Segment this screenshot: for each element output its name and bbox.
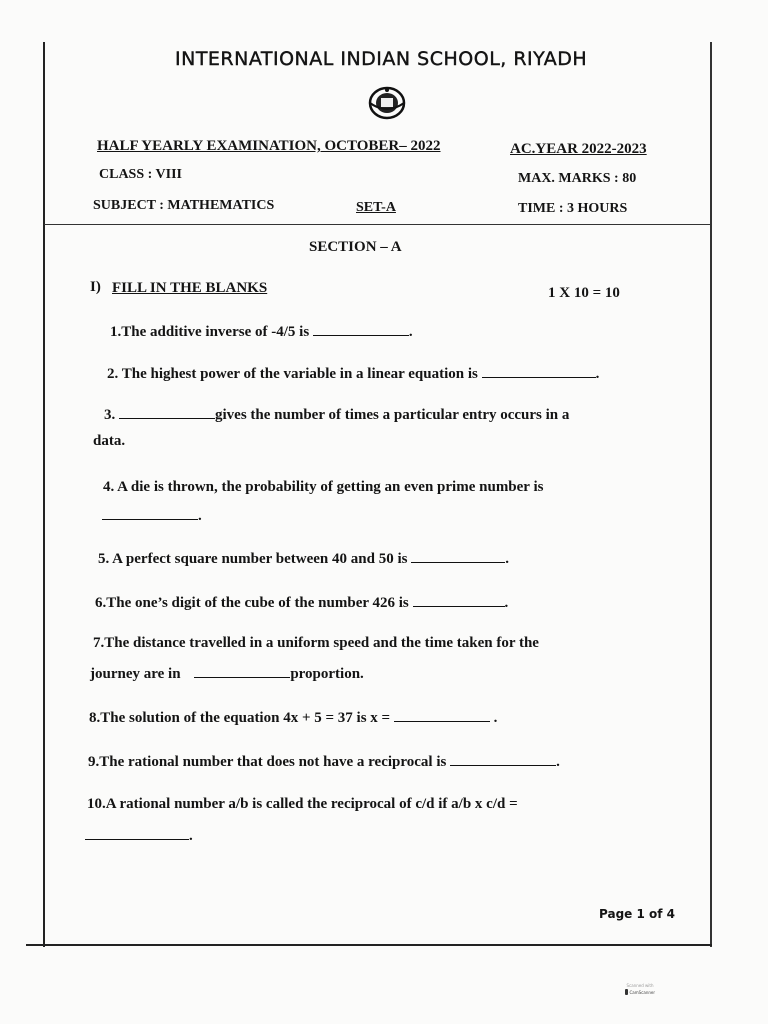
question-end: . bbox=[198, 508, 202, 524]
question-end: . bbox=[189, 828, 193, 844]
academic-year: AC.YEAR 2022-2023 bbox=[510, 141, 647, 157]
section-title: SECTION – A bbox=[309, 239, 402, 255]
question-8 bbox=[89, 707, 497, 727]
answer-blank bbox=[482, 363, 596, 378]
question-end: proportion. bbox=[290, 666, 364, 682]
exam-title: HALF YEARLY EXAMINATION, OCTOBER– 2022 bbox=[97, 138, 441, 154]
question-2 bbox=[107, 363, 599, 383]
school-name: INTERNATIONAL INDIAN SCHOOL, RIYADH bbox=[175, 48, 588, 70]
answer-blank bbox=[450, 751, 556, 766]
part-title: FILL IN THE BLANKS bbox=[112, 280, 268, 296]
answer-blank bbox=[413, 592, 505, 607]
question-end: . bbox=[493, 710, 498, 726]
question-6 bbox=[95, 592, 508, 612]
question-number: 3. bbox=[104, 407, 116, 423]
question-end: . bbox=[504, 595, 509, 611]
question-end: . bbox=[556, 754, 560, 770]
answer-blank bbox=[394, 707, 490, 722]
watermark-line-2: CamScanner bbox=[629, 989, 655, 995]
question-5 bbox=[98, 548, 509, 568]
question-end: . bbox=[505, 551, 509, 567]
class-label: CLASS : VIII bbox=[99, 167, 182, 182]
camscanner-watermark bbox=[625, 983, 655, 1013]
answer-blank bbox=[119, 404, 215, 419]
question-end: . bbox=[595, 366, 600, 382]
watermark-logo bbox=[625, 989, 655, 995]
question-text: gives the number of times a particular entry occurs in a bbox=[215, 407, 570, 423]
answer-blank bbox=[411, 548, 505, 563]
question-text: 8.The solution of the equation 4x + 5 = 37 is x = bbox=[89, 710, 391, 726]
page-border-left bbox=[43, 42, 45, 947]
page-border-right bbox=[710, 42, 712, 947]
question-1 bbox=[110, 321, 413, 341]
question-text: 9.The rational number that does not have a reciprocal is bbox=[88, 754, 447, 770]
question-7: 7.The distance travelled in a uniform speed and the time taken for the bbox=[93, 635, 539, 651]
question-end: . bbox=[408, 324, 413, 340]
max-marks: MAX. MARKS : 80 bbox=[518, 171, 637, 186]
part-marks: 1 X 10 = 10 bbox=[548, 285, 620, 301]
question-4: 4. A die is thrown, the probability of getting an even prime number is bbox=[103, 479, 544, 495]
subject-label: SUBJECT : MATHEMATICS bbox=[93, 198, 275, 213]
school-logo-icon bbox=[367, 85, 407, 121]
question-text: 1.The additive inverse of -4/5 is bbox=[110, 324, 310, 340]
question-4-continued bbox=[102, 505, 202, 525]
question-7-continued bbox=[90, 663, 364, 683]
page-border-bottom bbox=[26, 944, 712, 946]
part-number: I) bbox=[90, 279, 101, 295]
question-text: 5. A perfect square number between 40 and 50 is bbox=[98, 551, 408, 567]
question-9 bbox=[88, 751, 560, 771]
question-text: 2. The highest power of the variable in a linear equation is bbox=[107, 366, 478, 382]
answer-blank bbox=[313, 321, 409, 336]
question-3 bbox=[104, 404, 569, 424]
page-number: Page 1 of 4 bbox=[599, 907, 675, 921]
question-text: journey are in bbox=[90, 666, 181, 682]
answer-blank bbox=[85, 825, 189, 840]
watermark-line-1: Scanned with bbox=[626, 983, 654, 988]
question-10-continued bbox=[85, 825, 193, 845]
time-label: TIME : 3 HOURS bbox=[518, 201, 628, 216]
question-text: 6.The one’s digit of the cube of the number 426 is bbox=[95, 595, 409, 611]
camscanner-icon bbox=[625, 989, 628, 995]
header-divider bbox=[44, 224, 711, 225]
answer-blank bbox=[102, 505, 198, 520]
question-10: 10.A rational number a/b is called the reciprocal of c/d if a/b x c/d = bbox=[87, 796, 518, 812]
question-3-continued: data. bbox=[93, 433, 126, 449]
answer-blank bbox=[194, 663, 290, 678]
set-label: SET-A bbox=[356, 200, 396, 215]
